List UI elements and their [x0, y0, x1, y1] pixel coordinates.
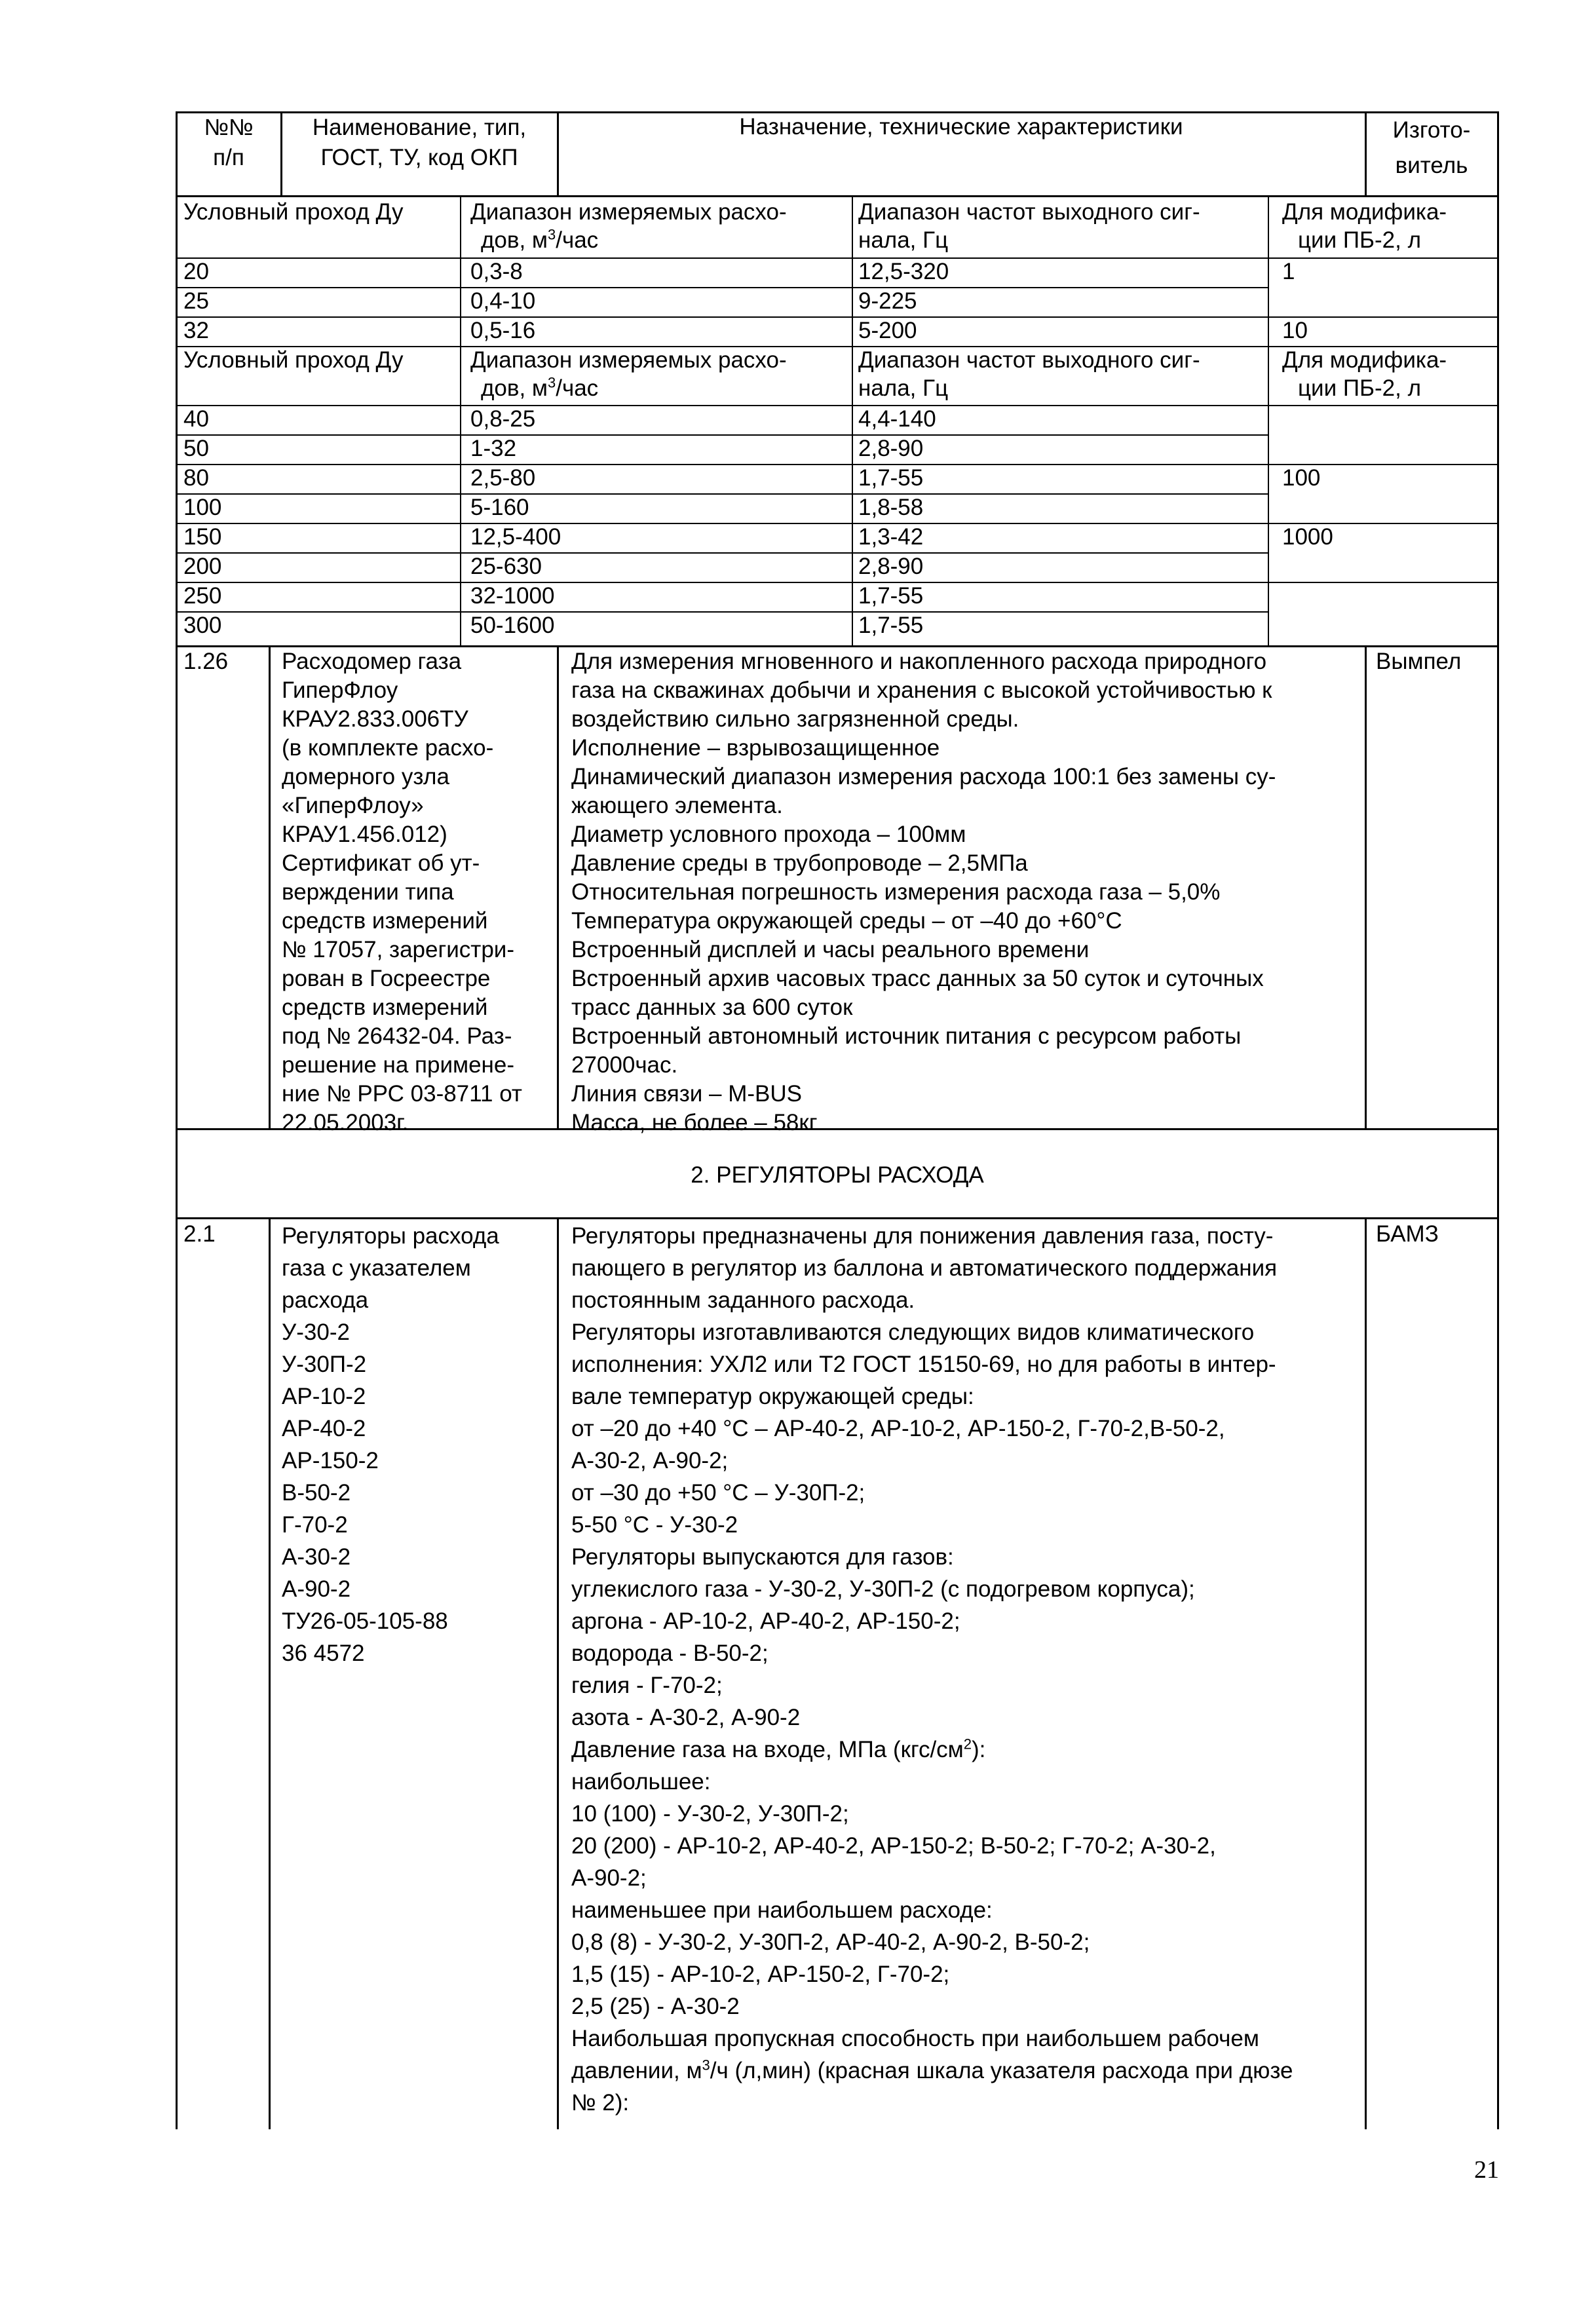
item-name: Регуляторы расхода газа с указателем расхода У-30-2 У-30П-2 АР-10-2 АР-40-2 АР-150-2 В-50-2 Г-70-2 А-30-2 А-90-2 ТУ26-05-105-88 36 4572	[282, 1223, 499, 1666]
rule	[176, 611, 1269, 613]
dn-value: 300	[183, 613, 222, 638]
freq-value: 1,7-55	[858, 613, 924, 638]
rule	[176, 287, 1269, 288]
flow-value: 50-1600	[470, 613, 555, 638]
rule	[1365, 645, 1367, 1130]
dn-value: 80	[183, 465, 209, 491]
freq-value: 4,4-140	[858, 406, 936, 432]
flow-header-line2: дов, $м^3$/час	[481, 374, 599, 401]
header-purpose: Назначение, технические характеристики	[739, 114, 1183, 140]
rule	[269, 1217, 271, 2129]
freq-header-line2: нала, Гц	[858, 375, 949, 401]
rule	[557, 1217, 559, 2129]
flow-value: 2,5-80	[470, 465, 536, 491]
rule	[176, 111, 178, 2129]
rule	[1365, 111, 1367, 197]
dn-value: 40	[183, 406, 209, 432]
item-maker: Вымпел	[1376, 649, 1462, 674]
freq-value: 1,7-55	[858, 583, 924, 609]
header-maker: Изгото- витель	[1392, 117, 1471, 178]
freq-value: 12,5-320	[858, 259, 949, 284]
freq-header-line2: нала, Гц	[858, 227, 949, 253]
mod-header-line2: ции ПБ-2, л	[1298, 375, 1421, 401]
freq-value: 9-225	[858, 288, 917, 314]
page-number: 21	[1474, 2156, 1499, 2184]
flow-value: 32-1000	[470, 583, 555, 609]
mod-header-line2: ции ПБ-2, л	[1298, 227, 1421, 253]
dn-value: 32	[183, 318, 209, 343]
dn-value: 20	[183, 259, 209, 284]
rule	[176, 195, 1499, 197]
freq-value: 2,8-90	[858, 436, 924, 461]
rule	[176, 582, 1269, 583]
rule	[1268, 405, 1498, 406]
rule	[1268, 197, 1269, 647]
rule	[176, 405, 1269, 406]
flow-value: 1-32	[470, 436, 517, 461]
rule	[557, 645, 559, 1130]
rule	[1365, 1217, 1367, 2129]
mod-header-line1: Для модифика-	[1282, 347, 1447, 373]
rule	[269, 645, 271, 1130]
rule	[1497, 111, 1499, 2129]
section-title: 2. РЕГУЛЯТОРЫ РАСХОДА	[691, 1162, 984, 1188]
freq-value: 1,7-55	[858, 465, 924, 491]
header-name: Наименование, тип, ГОСТ, ТУ, код ОКП	[312, 115, 527, 170]
flow-value: 12,5-400	[470, 524, 561, 550]
mod-value: 10	[1282, 318, 1308, 343]
flow-header-line1: Диапазон измеряемых расхо-	[470, 347, 787, 373]
rule	[176, 257, 1269, 259]
rule	[557, 111, 559, 197]
rule	[176, 552, 1269, 554]
rule	[176, 493, 1269, 495]
dn-value: 100	[183, 495, 222, 520]
flow-value: 0,5-16	[470, 318, 536, 343]
freq-value: 1,8-58	[858, 495, 924, 520]
flow-value: 0,3-8	[470, 259, 523, 284]
item-number: 2.1	[183, 1221, 216, 1247]
capacity-last-line: № 2):	[571, 2090, 630, 2116]
freq-value: 1,3-42	[858, 524, 924, 550]
rule	[852, 197, 853, 647]
rule	[176, 1217, 1499, 1219]
dn-value: 25	[183, 288, 209, 314]
rule	[460, 197, 461, 647]
dn-header: Условный проход Ду	[183, 347, 404, 373]
dn-value: 250	[183, 583, 222, 609]
mod-value: 100	[1282, 465, 1321, 491]
item-name: Расходомер газа ГиперФлоу КРАУ2.833.006ТУ (в комплекте расхо- домерного узла «ГиперФлоу» КРАУ1.456.012) Сертификат об ут- верждении типа средств измерений № 17057, зарегистри- рован в Госреестре средств измерений под № 26432-04. Раз- решение на примене- ние № РРС 03-8711 от 22.05.2003г.	[282, 649, 522, 1135]
rule	[176, 523, 1269, 524]
flow-header-line1: Диапазон измеряемых расхо-	[470, 199, 787, 225]
rule	[176, 464, 1269, 465]
mod-value: 1	[1282, 259, 1295, 284]
mod-header-line1: Для модифика-	[1282, 199, 1447, 225]
freq-header-line1: Диапазон частот выходного сиг-	[858, 347, 1200, 373]
dn-value: 50	[183, 436, 209, 461]
rule	[1268, 582, 1498, 583]
freq-value: 5-200	[858, 318, 917, 343]
mod-value: 1000	[1282, 524, 1333, 550]
freq-value: 2,8-90	[858, 554, 924, 579]
item-description-cont: наибольшее: 10 (100) - У-30-2, У-30П-2; 20 (200) - АР-10-2, АР-40-2, АР-150-2; В-50-2; Г-70-2; А-30-2, А-90-2; наименьшее при наибольшем расходе: 0,8 (8) - У-30-2, У-30П-2, АР-40-2, А-90-2, В-50-2; 1,5 (15) - АР-10-2, АР-150-2, Г-70-2; 2,5 (25) - А-30-2 Наибольшая пропускная способность при наибольшем рабочем	[571, 1769, 1259, 2051]
capacity-line: давлении, $м^3/ч$ (л,мин) (красная шкала указателя расхода при дюзе	[571, 2057, 1293, 2083]
item-number: 1.26	[183, 649, 229, 674]
item-maker: БАМЗ	[1376, 1221, 1439, 1247]
flow-value: 5-160	[470, 495, 529, 520]
rule	[1268, 257, 1498, 259]
dn-header: Условный проход Ду	[183, 199, 404, 225]
flow-value: 25-630	[470, 554, 542, 579]
rule	[176, 316, 1269, 318]
flow-value: 0,4-10	[470, 288, 536, 314]
item-description: Для измерения мгновенного и накопленного расхода природного газа на скважинах добычи и хранения с высокой устойчивостью к воздействию сильно загрязненной среды. Исполнение – взрывозащищенное Динамический диапазон измерения расхода 100:1 без замены су- жающего элемента. Диаметр условного прохода – 100мм Давление среды в трубопроводе – 2,5МПа Относительная погрешность измерения расхода газа – 5,0% Температура окружающей среды – от –40 до +60°С Встроенный дисплей и часы реального времени Встроенный архив часовых трасс данных за 50 суток и суточных трасс данных за 600 суток Встроенный автономный источник питания с ресурсом работы 27000час. Линия связи – М-BUS Масса, не более – 58кг	[571, 649, 1276, 1135]
header-num: №№ п/п	[204, 115, 254, 170]
pressure-heading: Давление газа на входе, МПа $(кгс/см^2)$:	[571, 1736, 986, 1762]
dn-value: 150	[183, 524, 222, 550]
freq-header-line1: Диапазон частот выходного сиг-	[858, 199, 1200, 225]
rule	[280, 111, 282, 197]
flow-value: 0,8-25	[470, 406, 536, 432]
dn-value: 200	[183, 554, 222, 579]
flow-header-line2: дов, $м^3$/час	[481, 226, 599, 253]
rule	[176, 434, 1269, 436]
item-description: Регуляторы предназначены для понижения давления газа, посту- пающего в регулятор из баллона и автоматического поддержания постоянным заданного расхода. Регуляторы изготавливаются следующих видов климатического исполнения: УХЛ2 или Т2 ГОСТ 15150-69, но для работы в интер- вале температур окружающей среды: от –20 до +40 °С – АР-40-2, АР-10-2, АР-150-2, Г-70-2,В-50-2, А-30-2, А-90-2; от –30 до +50 °С – У-30П-2; 5-50 °С - У-30-2 Регуляторы выпускаются для газов: углекислого газа - У-30-2, У-30П-2 (с подогревом корпуса); аргона - АР-10-2, АР-40-2, АР-150-2; водорода - В-50-2; гелия - Г-70-2; азота - А-30-2, А-90-2	[571, 1223, 1278, 1730]
